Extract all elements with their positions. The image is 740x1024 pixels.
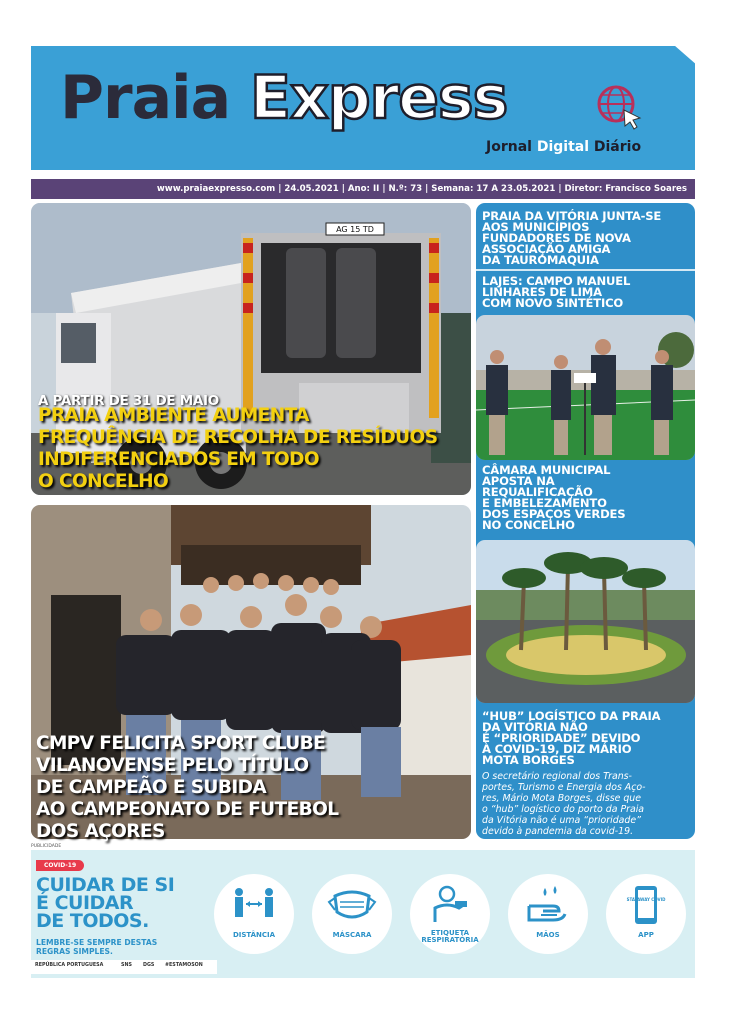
- headline-line: DE CAMPEÃO E SUBIDA: [36, 777, 267, 798]
- truck-story-kicker: A PARTIR DE 31 DE MAIO: [38, 393, 219, 409]
- body-line: devido à pandemia da covid-19.: [482, 826, 634, 837]
- body-line: portes, Turismo e Energia dos Aço-: [482, 782, 646, 793]
- mask-label: [312, 932, 392, 939]
- lajes-field-photo[interactable]: [476, 315, 695, 460]
- headline-line: FREQUÊNCIA DE RECOLHA DE RESÍDUOS: [38, 427, 438, 448]
- respiratory-rule: [410, 874, 490, 954]
- app-rule: [606, 874, 686, 954]
- app-label: [606, 932, 686, 939]
- title-line: LINHARES DE LIMA: [482, 285, 602, 299]
- logo-word-express: Express: [250, 63, 508, 133]
- title-line: ASSOCIAÇÃO AMIGA: [482, 242, 611, 256]
- label-line: APP: [638, 931, 654, 939]
- logo-word-praia: Praia: [60, 63, 231, 133]
- body-line: o “hub” logístico do porto da Praia: [482, 804, 645, 815]
- respiratory-label: [410, 930, 490, 944]
- ad-sub-line: REGRAS SIMPLES.: [36, 947, 113, 956]
- sidebar-story-hub-logistico[interactable]: [482, 711, 660, 766]
- divider: [476, 269, 695, 271]
- masthead-subtitle: [486, 139, 641, 155]
- sidebar-news-column: [476, 203, 695, 839]
- mask-rule: [312, 874, 392, 954]
- body-line: O secretário regional dos Trans-: [482, 771, 632, 782]
- ad-subtitle: [36, 938, 157, 956]
- issue-info-bar: www.praiaexpresso.com | 24.05.2021 | Ano: II | N.º: 73 | Semana: 17 A 23.05.2021 | Diretor: Francisco Soares: [31, 179, 695, 199]
- headline-line: AO CAMPEONATO DE FUTEBOL: [36, 799, 339, 820]
- label-line: ETIQUETA: [430, 929, 470, 937]
- title-line: À COVID-19, DIZ MÁRIO: [482, 742, 632, 756]
- title-line: E EMBELEZAMENTO: [482, 496, 607, 510]
- label-line: DISTÂNCIA: [232, 931, 276, 939]
- body-line: res, Mário Mota Borges, disse que: [482, 793, 642, 804]
- headline-line: O CONCELHO: [38, 471, 169, 492]
- headline-line: CMPV FELICITA SPORT CLUBE: [36, 733, 326, 754]
- ad-title-line: DE TODOS.: [36, 910, 149, 932]
- ad-label: PUBLICIDADE: [31, 844, 62, 849]
- distance-rule: [214, 874, 294, 954]
- ad-sub-line: LEMBRE-SE SEMPRE DESTAS: [36, 938, 158, 947]
- headline-line: PRAIA AMBIENTE AUMENTA: [38, 405, 309, 426]
- logo-estamoson: #ESTAMOSON: [165, 963, 203, 968]
- title-line: CÂMARA MUNICIPAL: [482, 463, 611, 477]
- title-line: NO CONCELHO: [482, 518, 575, 532]
- label-line: MÁSCARA: [332, 931, 372, 939]
- truck-story-headline[interactable]: [38, 407, 437, 495]
- distance-icon: [229, 884, 279, 926]
- subtitle-digital: Digital: [536, 139, 590, 155]
- cough-elbow-icon: [425, 884, 475, 926]
- covid-advertisement[interactable]: [31, 850, 695, 978]
- label-line: MÃOS: [536, 931, 560, 939]
- ad-title-line: CUIDAR DE SI: [36, 874, 175, 896]
- subtitle-diario: Diário: [589, 139, 642, 155]
- license-plate: AG 15 TD: [336, 225, 374, 234]
- logo-dgs: DGS: [143, 963, 155, 968]
- title-line: AOS MUNICÍPIOS: [482, 220, 590, 234]
- ad-title: [36, 876, 174, 930]
- title-line: DA TAUROMAQUIA: [482, 253, 599, 267]
- title-line: É “PRIORIDADE” DEVIDO: [482, 731, 641, 745]
- app-name-text: STAYAWAY COVID: [626, 897, 666, 902]
- title-line: REQUALIFICAÇÃO: [482, 485, 593, 499]
- label-line: RESPIRATÓRIA: [421, 936, 479, 944]
- hands-label: [508, 932, 588, 939]
- headline-line: INDIFERENCIADOS EM TODO: [38, 449, 319, 470]
- sponsor-logos: [31, 960, 217, 974]
- sidebar-story-lajes[interactable]: [482, 276, 630, 309]
- globe-cursor-icon: [596, 84, 642, 130]
- title-line: “HUB” LOGÍSTICO DA PRAIA: [482, 709, 661, 723]
- palm-garden-photo[interactable]: [476, 540, 695, 703]
- title-line: LAJES: CAMPO MANUEL: [482, 274, 631, 288]
- newspaper-logo[interactable]: [60, 63, 508, 133]
- logo-sns: SNS: [121, 963, 132, 968]
- title-line: COM NOVO SINTÉTICO: [482, 296, 624, 310]
- hands-rule: [508, 874, 588, 954]
- distance-label: [214, 932, 294, 939]
- ad-title-line: É CUIDAR: [36, 892, 134, 914]
- covid-badge: COVID-19: [36, 860, 84, 871]
- phone-app-icon: [621, 884, 671, 926]
- title-line: PRAIA DA VITÓRIA JUNTA-SE: [482, 209, 662, 223]
- title-line: FUNDADORES DE NOVA: [482, 231, 631, 245]
- headline-line: VILANOVENSE PELO TÍTULO: [36, 755, 309, 776]
- title-line: APOSTA NA: [482, 474, 555, 488]
- sidebar-story-espacos-verdes[interactable]: [482, 465, 625, 531]
- title-line: DA VITÓRIA NÃO: [482, 720, 588, 734]
- body-line: da Vitória não é uma “prioridade”: [482, 815, 641, 826]
- title-line: DOS ESPAÇOS VERDES: [482, 507, 626, 521]
- headline-line: DOS AÇORES: [36, 821, 165, 842]
- sidebar-story-tauromaquia[interactable]: [482, 211, 661, 266]
- title-line: MOTA BORGES: [482, 753, 575, 767]
- mask-icon: [327, 884, 377, 926]
- handwash-icon: [523, 884, 573, 926]
- subtitle-jornal: Jornal: [486, 139, 537, 155]
- logo-republica: REPÚBLICA PORTUGUESA: [35, 963, 104, 968]
- team-story-headline[interactable]: [36, 735, 338, 845]
- hub-story-summary: [482, 771, 690, 837]
